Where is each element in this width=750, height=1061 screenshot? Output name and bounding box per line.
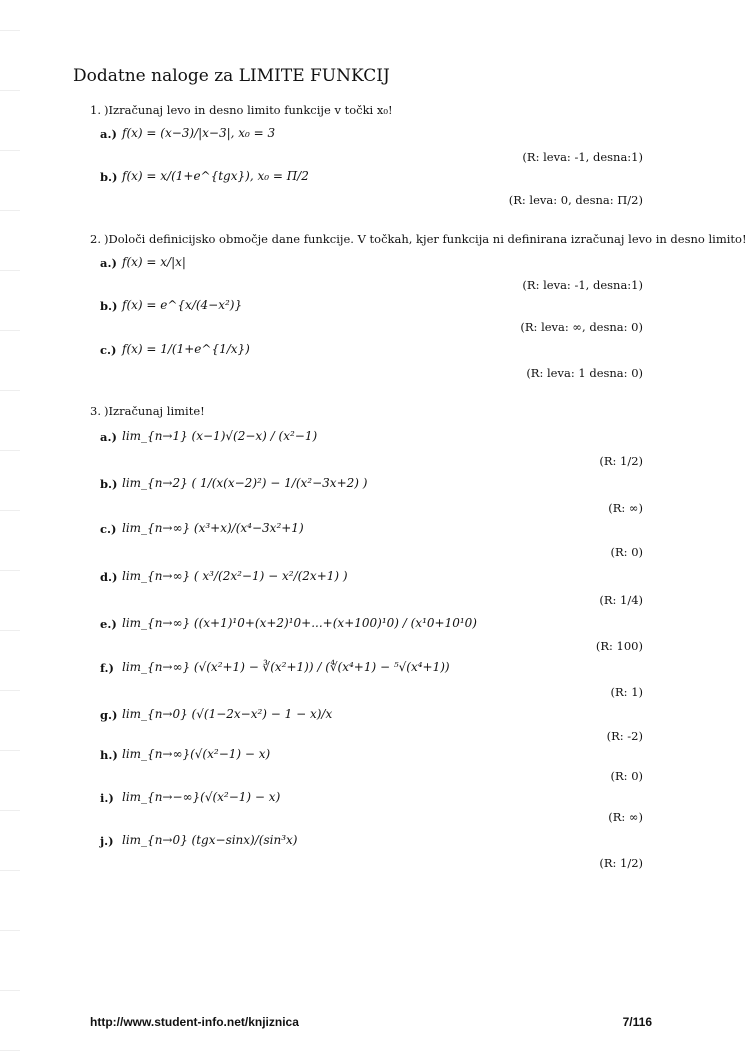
item-2a-label: a.) — [100, 256, 117, 270]
item-2b-label: b.) — [100, 299, 118, 313]
item-3e-label: e.) — [100, 617, 117, 631]
item-3b-expression: lim_{n→2} ( 1/(x(x−2)²) − 1/(x²−3x+2) ) — [122, 476, 368, 490]
section-3-number: 3. — [90, 404, 101, 418]
item-1a-label: a.) — [100, 127, 117, 141]
item-3e-expression: lim_{n→∞} ((x+1)¹0+(x+2)¹0+...+(x+100)¹0) / (x¹0+10¹0) — [122, 616, 477, 630]
scan-margin-specks — [0, 0, 20, 1061]
item-3f-answer: (R: 1) — [610, 685, 643, 699]
item-3h-answer: (R: 0) — [610, 769, 643, 783]
item-3j-expression: lim_{n→0} (tgx−sinx)/(sin³x) — [122, 833, 298, 847]
page-title: Dodatne naloge za LIMITE FUNKCIJ — [73, 66, 390, 86]
footer-url-link[interactable]: http://www.student-info.net/knjiznica — [90, 1015, 299, 1029]
item-3c-expression: lim_{n→∞} (x³+x)/(x⁴−3x²+1) — [122, 521, 304, 535]
item-3h-expression: lim_{n→∞}(√(x²−1) − x) — [122, 747, 271, 761]
item-3a-label: a.) — [100, 430, 117, 444]
item-1a-expression: f(x) = (x−3)/|x−3|, x₀ = 3 — [122, 126, 276, 140]
item-3j-label: j.) — [100, 834, 114, 848]
item-1b-answer: (R: leva: 0, desna: Π/2) — [508, 193, 643, 207]
item-2b-answer: (R: leva: ∞, desna: 0) — [520, 320, 643, 334]
item-3j-answer: (R: 1/2) — [599, 856, 643, 870]
item-1b-label: b.) — [100, 170, 118, 184]
item-3d-label: d.) — [100, 570, 118, 584]
item-3d-answer: (R: 1/4) — [599, 593, 643, 607]
item-3i-expression: lim_{n→−∞}(√(x²−1) − x) — [122, 790, 281, 804]
item-3f-expression: lim_{n→∞} (√(x²+1) − ∛(x²+1)) / (∜(x⁴+1) − ⁵√(x⁴+1)) — [122, 660, 450, 674]
item-3c-answer: (R: 0) — [610, 545, 643, 559]
item-2a-answer: (R: leva: -1, desna:1) — [522, 278, 643, 292]
item-3i-label: i.) — [100, 791, 114, 805]
item-3h-label: h.) — [100, 748, 118, 762]
item-3g-expression: lim_{n→0} (√(1−2x−x²) − 1 − x)/x — [122, 707, 333, 721]
item-3a-answer: (R: 1/2) — [599, 454, 643, 468]
item-3g-answer: (R: -2) — [606, 729, 643, 743]
item-2c-label: c.) — [100, 343, 117, 357]
page-number: 7/116 — [622, 1015, 652, 1029]
section-2-number: 2. — [90, 232, 101, 246]
item-3b-label: b.) — [100, 477, 118, 491]
item-1a-answer: (R: leva: -1, desna:1) — [522, 150, 643, 164]
item-3f-label: f.) — [100, 661, 114, 675]
item-3d-expression: lim_{n→∞} ( x³/(2x²−1) − x²/(2x+1) ) — [122, 569, 348, 583]
section-1-number: 1. — [90, 103, 101, 117]
item-3i-answer: (R: ∞) — [608, 810, 643, 824]
item-3e-answer: (R: 100) — [595, 639, 643, 653]
item-3b-answer: (R: ∞) — [608, 501, 643, 515]
section-1-text: )Izračunaj levo in desno limito funkcije v točki x₀! — [104, 103, 393, 117]
section-2-text: )Določi definicijsko območje dane funkcije. V točkah, kjer funkcija ni definirana izračunaj levo in desno limito! — [104, 232, 747, 246]
item-2c-answer: (R: leva: 1 desna: 0) — [526, 366, 643, 380]
item-3a-expression: lim_{n→1} (x−1)√(2−x) / (x²−1) — [122, 429, 318, 443]
item-2b-expression: f(x) = e^{x/(4−x²)} — [122, 298, 243, 312]
item-2c-expression: f(x) = 1/(1+e^{1/x}) — [122, 342, 250, 356]
section-3-text: )Izračunaj limite! — [104, 404, 205, 418]
item-1b-expression: f(x) = x/(1+e^{tgx}), x₀ = Π/2 — [122, 169, 309, 183]
item-3g-label: g.) — [100, 708, 118, 722]
item-3c-label: c.) — [100, 522, 117, 536]
item-2a-expression: f(x) = x/|x| — [122, 255, 186, 269]
